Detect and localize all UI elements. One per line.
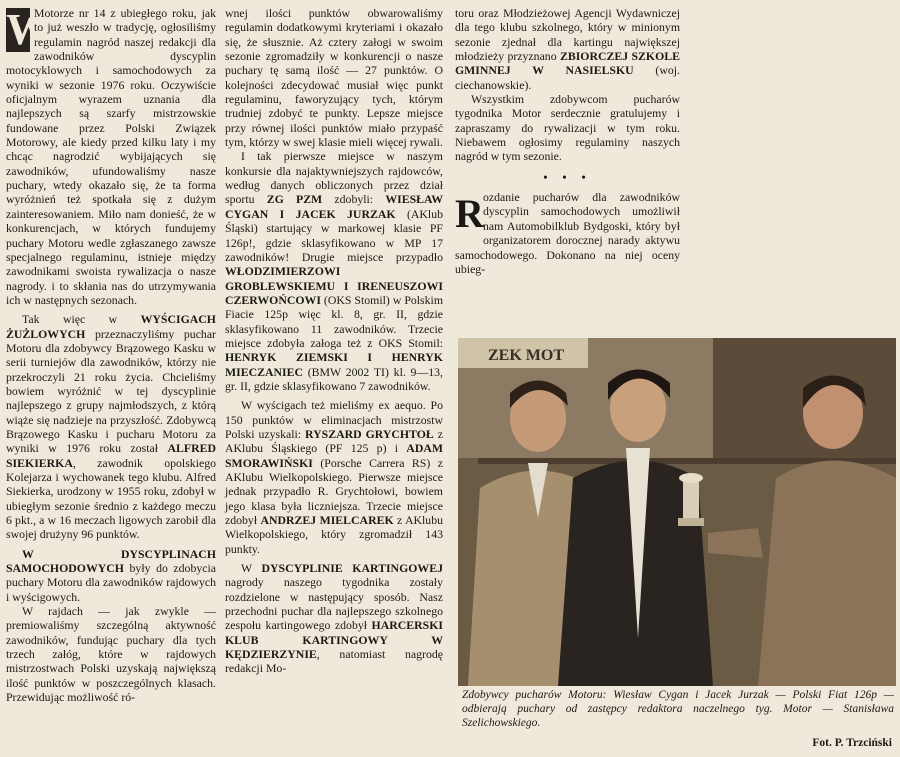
banner-text: ZEK MOT xyxy=(488,347,565,364)
congratulations-paragraph: Wszystkim zdobywcom pucharów tygodnika Motor serdecznie gratulujemy i zapraszamy do rywalizacji w tym roku. Niebawem ogłosimy regulaminy naszych nagród w tym sezonie. xyxy=(455,92,680,164)
speedway-paragraph: Tak więc w WYŚCIGACH ŻUŻLOWYCH przeznaczyliśmy puchar Motoru dla zdobywcy Brązowego Kasku w serii turniejów dla zawodników, którzy nie przekroczyli 21 roku życia. Chcieliśmy bowiem wyróżnić w tej dyscyplinie najlepszego z grupy najmłodszych, z którą wiąże się nadzieje na przyszłość. Zdobywcą Brązowego Kasku i pucharu Motoru za wyniki w 1976 roku został ALFRED SIEKIERKA, zawodnik opolskiego Kolejarza i wychowanek tego klubu. Alfred Siekierka, urodzony w 1955 roku, zdobył w ubiegłym sezonie średnio z każdego meczu 6 pkt., a w 16 meczach ligowych zarobił dla swojej drużyny 96 punktów. xyxy=(6,312,216,542)
rally-paragraph: W rajdach — jak zwykle — premiowaliśmy szczególną aktywność zawodników, fundując puchary dla tych trzech załóg, które w rajdowych mistrzostwach Polski uzyskają największą ilość punktów w poszczególnych klasach. Przewidując możliwość ró- xyxy=(6,604,216,705)
drop-cap-r: R xyxy=(455,191,484,237)
column-1 xyxy=(6,6,216,736)
column-2 xyxy=(225,6,443,736)
rally-results-paragraph: I tak pierwsze miejsce w naszym konkursie dla najaktywniejszych rajdowców, według danych obliczonych przez dział sportu ZG PZM zdobyli: WIESŁAW CYGAN I JACEK JURZAK (AKlub Śląski) startujący w markowej klasie PF 126p!, gdzie sklasyfikowano w MP 17 zawodników! Drugie miejsce przypadło WŁODZIMIERZOWI GROBLEWSKIEMU I IRENEUSZOWI CZERWOŃCOWI (OKS Stomil) w Polskim Fiacie 125p więc kl. 8, gr. II, gdzie sklasyfikowano 11 zawodników. Trzecie miejsce zdobyła załoga też z OKS Stomil: HENRYK ZIEMSKI I HENRYK MIECZANIEC (BMW 2002 TI) kl. 9—13, gr. II, gdzie sklasyfikowano 7 zawodników. xyxy=(225,149,444,393)
award-photo xyxy=(458,338,896,686)
karting-continued-paragraph: toru oraz Młodzieżowej Agencji Wydawniczej dla tego klubu szkolnego, który w minionym sezonie zjednał dla kartingu największej młodzieży przyznano ZBIORCZEJ SZKOLE GMINNEJ W NASIELSKU (woj. ciechanowskie). xyxy=(455,6,680,92)
drop-cap-w: W xyxy=(6,5,50,54)
karting-paragraph: W DYSCYPLINIE KARTINGOWEJ nagrody naszego tygodnika zostały rozdzielone w następujący sposób. Nasz przechodni puchar dla najlepszego szkolnego zespołu kartingowego zdobył HARCERSKI KLUB KARTINGOWY W KĘDZIERZYNIE, natomiast nagrodę redakcji Mo- xyxy=(225,561,443,676)
column-3 xyxy=(455,6,680,336)
intro-paragraph: Motorze nr 14 z ubiegłego roku, jak to już weszło w tradycję, ogłosiliśmy regulamin nagród naszej redakcji dla zawodników dyscyplin motocyklowych i samochodowych za wyniki w sezonie 1976 roku. Oczywiście oficjalnym wyrazem uznania dla najlepszych są szarfy mistrzowskie fundowane przez Polski Związek Motorowy, ale kiedy przed kilku laty i my chcąc nagrodzić wybijających się zawodników, ufundowaliśmy nasze puchary, wtedy okazało się, że ta forma wyróżnień też spotkała się z dużym zainteresowaniem. Miło nam donieść, że w konkurencjach, w których fundujemy puchary Motoru wedle zgłaszanego zawsze specjalnego regulaminu, istnieje między zawodnikami swoista rywalizacja o nasze nagrody. i to skłania nas do utrzymywania ich w następnych sezonach. xyxy=(6,6,216,307)
racing-results-paragraph: W wyścigach też mieliśmy ex aequo. Po 150 punktów w eliminacjach mistrzostw Polski uzyskali: RYSZARD GRYCHTOŁ z AKlubu Śląskiego (PF 125 p) i ADAM SMORAWIŃSKI (Porsche Carrera RS) z AKlubu Wielkopolskiego. Pierwsze miejsce jednak przypadło R. Grychtołowi, bowiem jego klasa była liczniejsza. Trzecie miejsce zdobył ANDRZEJ MIELCAREK z AKlubu Wielkopolskiego, który zgromadził 143 punkty. xyxy=(225,398,444,556)
car-disciplines-paragraph: W DYSCYPLINACH SAMOCHODOWYCH były do zdobycia puchary Motoru dla zawodników rajdowych i wyścigowych. xyxy=(6,546,216,604)
section-separator: • • • xyxy=(543,169,592,184)
tiebreak-paragraph: wnej ilości punktów obwarowaliśmy regulamin dodatkowymi kryteriami i okazało się, że słusznie. Aż cztery załogi w swoim sezonie zgromadziły w konkurencji o nasze puchary tę samą ilość — 27 punktów. O kolejności zdecydować musiał więc punkt regulaminu, faworyzujący tych, którym trudniej zdobyć te punkty. Lepsze miejsce przy równej ilości punktów miało przypaść tym, którzy w swej klasie mieli więcej rywali. xyxy=(225,6,443,150)
photo-caption: Zdobywcy pucharów Motoru: Wiesław Cygan i Jacek Jurzak — Polski Fiat 126p — odbierają puchary od zastępcy redaktora naczelnego tyg. Motor — Stanisława Szelichowskiego. xyxy=(462,689,894,729)
photo-credit: Fot. P. Trzciński xyxy=(812,737,892,749)
photo-illustration xyxy=(458,338,896,686)
ceremony-paragraph: ozdanie pucharów dla zawodników dyscyplin samochodowych umożliwił nam Automobilklub Bydgoski, który był organizatorem dorocznej narady aktywu samochodowego. Dokonano na niej oceny ubieg- xyxy=(455,190,680,276)
